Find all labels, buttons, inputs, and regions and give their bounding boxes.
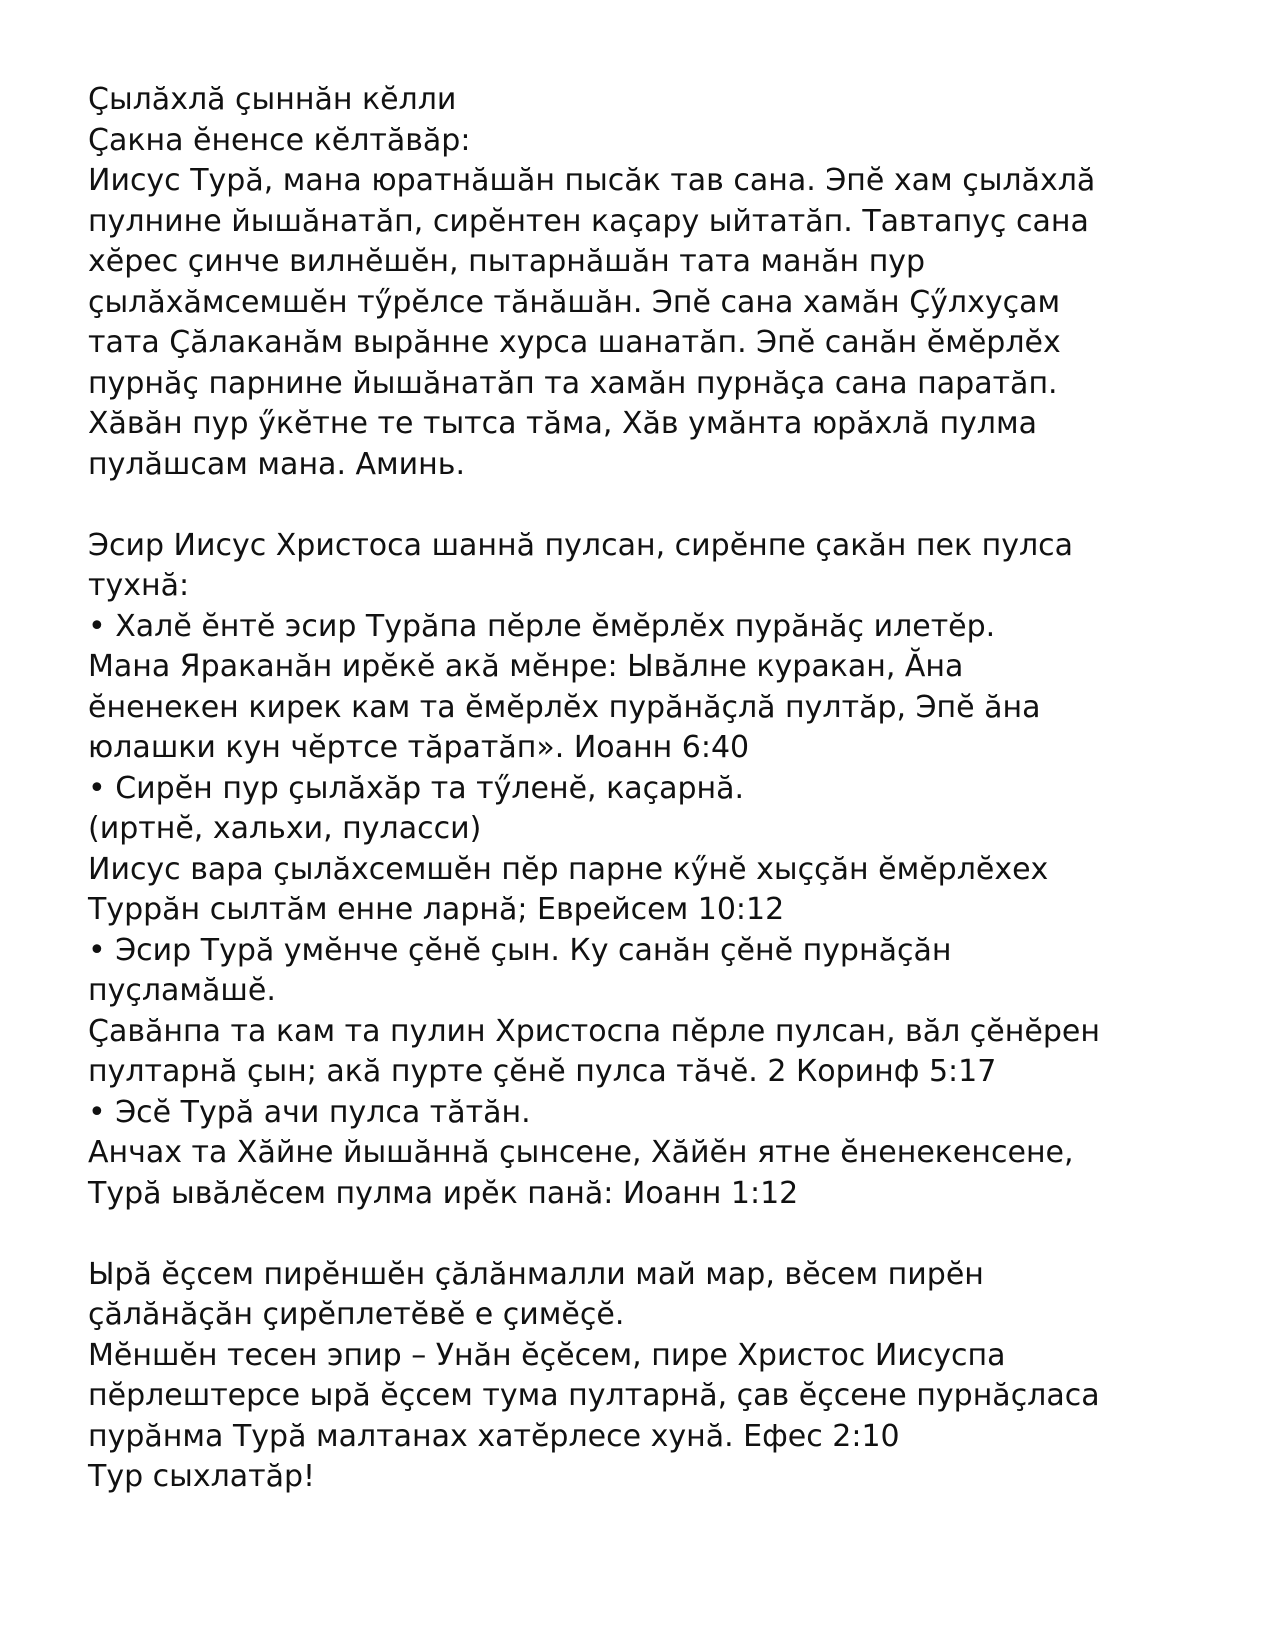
results-section <box>88 526 1228 1215</box>
prayer-line: хĕрес çинче вилнĕшĕн, пытарнăшăн тата манăн пур <box>88 244 926 279</box>
scripture-line: пултарнă çын; акă пурте çĕнĕ пулса тăчĕ. 2 Коринф 5:17 <box>88 1054 997 1089</box>
prayer-line: тата Çăлаканăм вырăнне хурса шанатăп. Эпĕ санăн ĕмĕрлĕх <box>88 325 1061 360</box>
prayer-line: Иисус Турă, мана юратнăшăн пысăк тав сана. Эпĕ хам çылăхлă <box>88 163 1096 198</box>
bullet-line: • Эсĕ Турă ачи пулса тăтăн. <box>88 1094 531 1130</box>
prayer-title: Çылăхлă çыннăн кĕлли <box>88 82 457 117</box>
results-line: пуçламăшĕ. <box>88 973 276 1008</box>
scripture-line: Иисус вара çылăхсемшĕн пĕр парне кӳнĕ хыççăн ĕмĕрлĕхех <box>88 851 1049 887</box>
good-works-line: çăлăнăçăн çирĕплетĕвĕ е çимĕçĕ. <box>88 1297 625 1332</box>
bullet-line: • Халĕ ĕнтĕ эсир Турăпа пĕрле ĕмĕрлĕх пурăнăç илетĕр. <box>88 608 996 644</box>
results-line: Эсир Иисус Христоса шаннă пулсан, сирĕнпе çакăн пек пулса <box>88 527 1074 563</box>
results-line: тухнă: <box>88 568 190 603</box>
scripture-line: Турă ывăлĕсем пулма ирĕк панă: Иоанн 1:12 <box>88 1175 799 1211</box>
results-line: (иртнĕ, хальхи, пуласси) <box>88 811 482 846</box>
paragraph-spacer <box>88 485 1228 526</box>
paragraph-spacer <box>88 1214 1228 1255</box>
scripture-line: пурăнма Турă малтанах хатĕрлесе хунă. Ефес 2:10 <box>88 1418 900 1454</box>
bullet-line: • Сирĕн пур çылăхăр та тӳленĕ, каçарнă. <box>88 770 745 806</box>
scripture-line: Мана Яраканăн ирĕкĕ акă мĕнре: Ывăлне куракан, Ăна <box>88 649 964 684</box>
scripture-line: юлашки кун чĕртсе тăратăп». Иоанн 6:40 <box>88 730 750 765</box>
prayer-line: Хăвăн пур ӳкĕтне те тытса тăма, Хăв умăнта юрăхлă пулма <box>88 406 1037 441</box>
scripture-line: пĕрлештерсе ырă ĕçсем тума пултарнă, çав ĕçсене пурнăçласа <box>88 1378 1100 1413</box>
prayer-line: пурнăç парнине йышăнатăп та хамăн пурнăçа сана паратăп. <box>88 365 1058 401</box>
scripture-line: ĕненекен кирек кам та ĕмĕрлĕх пурăнăçлă пултăр, Эпĕ ăна <box>88 689 1041 725</box>
bullet-line: • Эсир Турă умĕнче çĕнĕ çын. Ку санăн çĕнĕ пурнăçăн <box>88 932 952 968</box>
good-works-section <box>88 1255 1228 1498</box>
prayer-line: пулнине йышăнатăп, сирĕнтен каçару ыйтатăп. Тавтапуç сана <box>88 203 1089 239</box>
scripture-line: Туррăн сылтăм енне ларнă; Еврейсем 10:12 <box>88 892 785 927</box>
scripture-line: Анчах та Хăйне йышăннă çынсене, Хăйĕн ятне ĕненекенсене, <box>88 1135 1074 1170</box>
document-page <box>88 80 1228 1498</box>
prayer-text <box>88 161 1228 485</box>
prayer-line: пулăшсам мана. Аминь. <box>88 446 465 482</box>
scripture-line: Мĕншĕн тесен эпир – Унăн ĕçĕсем, пире Христос Иисуспа <box>88 1337 1006 1373</box>
prayer-line: çылăхăмсемшĕн тӳрĕлсе тăнăшăн. Эпĕ сана хамăн Çӳлхуçам <box>88 284 1061 320</box>
scripture-line: Çавăнпа та кам та пулин Христоспа пĕрле пулсан, вăл çĕнĕрен <box>88 1013 1100 1049</box>
good-works-line: Ырă ĕçсем пирĕншĕн çăлăнмалли май мар, вĕсем пирĕн <box>88 1256 984 1292</box>
closing-blessing: Тур сыхлатăр! <box>88 1459 316 1494</box>
prayer-instruction: Çакна ĕненсе кĕлтăвăр: <box>88 122 471 158</box>
